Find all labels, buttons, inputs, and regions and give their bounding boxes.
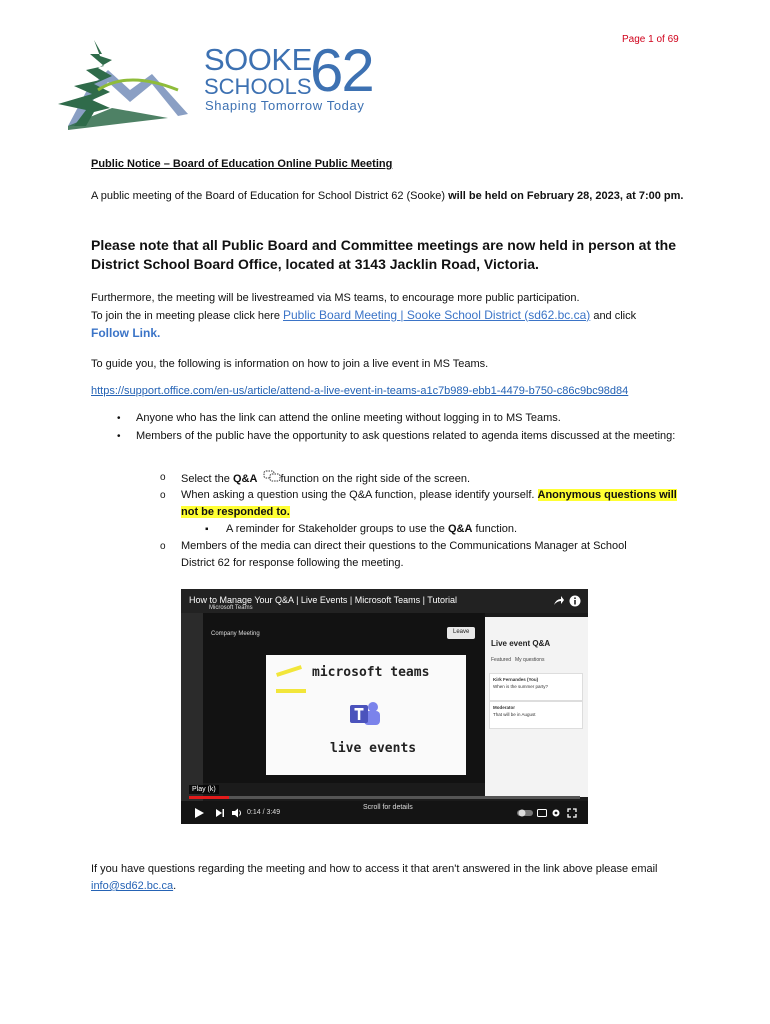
live-events-slide (266, 655, 466, 775)
next-icon[interactable] (215, 808, 225, 818)
sub-bullet-identify (181, 487, 681, 521)
closing-period: . (173, 880, 177, 892)
announcement-text: A public meeting of the Board of Education for School District 62 (Sooke) (91, 190, 449, 202)
identify-text: When asking a question using the Q&A function, please identify yourself. (181, 489, 538, 501)
qa-bold: Q&A (232, 473, 258, 485)
join-text-end: and click (590, 310, 637, 322)
sub-sub-bullet-stakeholders (226, 521, 686, 538)
sub-bullet-marker: o (160, 490, 166, 501)
select-text: Select the (181, 473, 233, 485)
answer-author: Moderator (493, 705, 516, 710)
video-progress-track[interactable] (189, 796, 580, 799)
sub-bullet-marker: o (160, 472, 166, 483)
district-logo (28, 30, 388, 130)
slide-highlight-stroke (276, 689, 306, 693)
answer-text: That will be in August (493, 712, 536, 717)
qa-answer-card (489, 701, 583, 729)
announcement-date: will be held on February 28, 2023, at 7:00 pm. (448, 190, 684, 202)
qa-question-card (489, 673, 583, 701)
info-icon[interactable] (569, 595, 581, 607)
select-text-end: function on the right side of the screen. (280, 473, 471, 485)
qa-tab-my-questions[interactable]: My questions (515, 657, 545, 663)
qa-function-icon (263, 469, 281, 483)
video-title[interactable]: How to Manage Your Q&A | Live Events | Microsoft Teams | Tutorial (189, 595, 457, 605)
teams-app-name: Microsoft Teams (209, 605, 253, 611)
logo-word-sooke: SOOKE (204, 42, 312, 77)
bullet-ask-questions: Members of the public have the opportunity to ask questions related to agenda items discussed at the meeting: (136, 430, 676, 442)
settings-gear-icon[interactable] (551, 808, 561, 818)
anonymous-warning: Anonymous questions will not be responded to. (181, 489, 677, 518)
question-text: When is the summer party? (493, 684, 549, 689)
leave-label: Leave (453, 629, 470, 635)
reminder-text-end: function. (472, 523, 518, 535)
teams-meeting-view (203, 613, 485, 783)
share-icon[interactable] (553, 595, 565, 607)
sub-bullet-marker: o (160, 541, 166, 552)
video-time: 0:14 / 3:49 (247, 809, 281, 816)
video-progress-fill (189, 796, 229, 799)
public-board-meeting-link[interactable]: Public Board Meeting | Sooke School District (sd62.bc.ca) (283, 308, 591, 322)
join-text: To join the in meeting please click here (91, 310, 283, 322)
contact-email-link[interactable]: info@sd62.bc.ca (91, 880, 174, 892)
bullet-marker: • (117, 413, 121, 424)
autoplay-toggle-icon[interactable] (517, 809, 533, 817)
notice-title: Public Notice – Board of Education Online Public Meeting (91, 158, 393, 170)
livestream-paragraph (91, 290, 691, 342)
bullet-marker: • (117, 431, 121, 442)
livestream-line: Furthermore, the meeting will be livestreamed via MS teams, to encourage more public participation. (91, 292, 580, 304)
fullscreen-icon[interactable] (567, 808, 577, 818)
closing-paragraph (91, 861, 671, 895)
logo-word-schools: SCHOOLS (204, 74, 312, 99)
support-article-link[interactable]: https://support.office.com/en-us/article/attend-a-live-event-in-teams-a1c7b989-ebb1-4479-b750-c86c9bc98d84 (91, 385, 629, 397)
tutorial-video[interactable] (181, 589, 588, 824)
bullet-link-access: Anyone who has the link can attend the online meeting without logging in to MS Teams. (136, 412, 561, 424)
sub-bullet-select-qa (181, 469, 681, 488)
slide-subheading: live events (330, 741, 417, 756)
teams-logo-icon (348, 699, 382, 729)
slide-heading: microsoft teams (312, 665, 430, 680)
qa-panel-title: Live event Q&A (491, 639, 551, 648)
slide-highlight-stroke (276, 665, 302, 677)
follow-link[interactable]: Follow Link. (91, 326, 161, 340)
tree-mountain-logo-icon (28, 30, 204, 130)
teams-left-rail (181, 613, 203, 809)
meeting-name: Company Meeting (211, 631, 260, 637)
guide-intro: To guide you, the following is information on how to join a live event in MS Teams. (91, 358, 489, 370)
closing-text: If you have questions regarding the meeting and how to access it that aren't answered in the link above please email (91, 863, 658, 875)
volume-icon[interactable] (231, 808, 243, 818)
page-number: Page 1 of 69 (622, 34, 679, 45)
video-controls (181, 801, 588, 824)
reminder-text: A reminder for Stakeholder groups to use the (226, 523, 448, 535)
in-person-notice: Please note that all Public Board and Committee meetings are now held in person at the District School Board Office, located at 3143 Jacklin Road, Victoria. (91, 237, 677, 272)
captions-icon[interactable] (537, 809, 547, 817)
live-event-qa-panel (485, 617, 588, 797)
play-tooltip: Play (k) (189, 785, 219, 794)
question-author: Kirk Fernandes (You) (493, 677, 539, 682)
scroll-hint[interactable]: Scroll for details (363, 804, 413, 811)
sub-sub-bullet-marker: ▪ (205, 524, 209, 535)
sub-bullet-media: Members of the media can direct their questions to the Communications Manager at School District 62 for response following the meeting. (181, 540, 627, 569)
logo-number: 62 (310, 37, 373, 104)
meeting-announcement (91, 188, 691, 205)
qa-bold: Q&A (447, 523, 473, 535)
play-icon[interactable] (193, 807, 205, 819)
leave-button[interactable] (447, 627, 475, 639)
qa-tab-featured[interactable]: Featured (491, 657, 512, 663)
logo-tagline: Shaping Tomorrow Today (205, 98, 365, 113)
